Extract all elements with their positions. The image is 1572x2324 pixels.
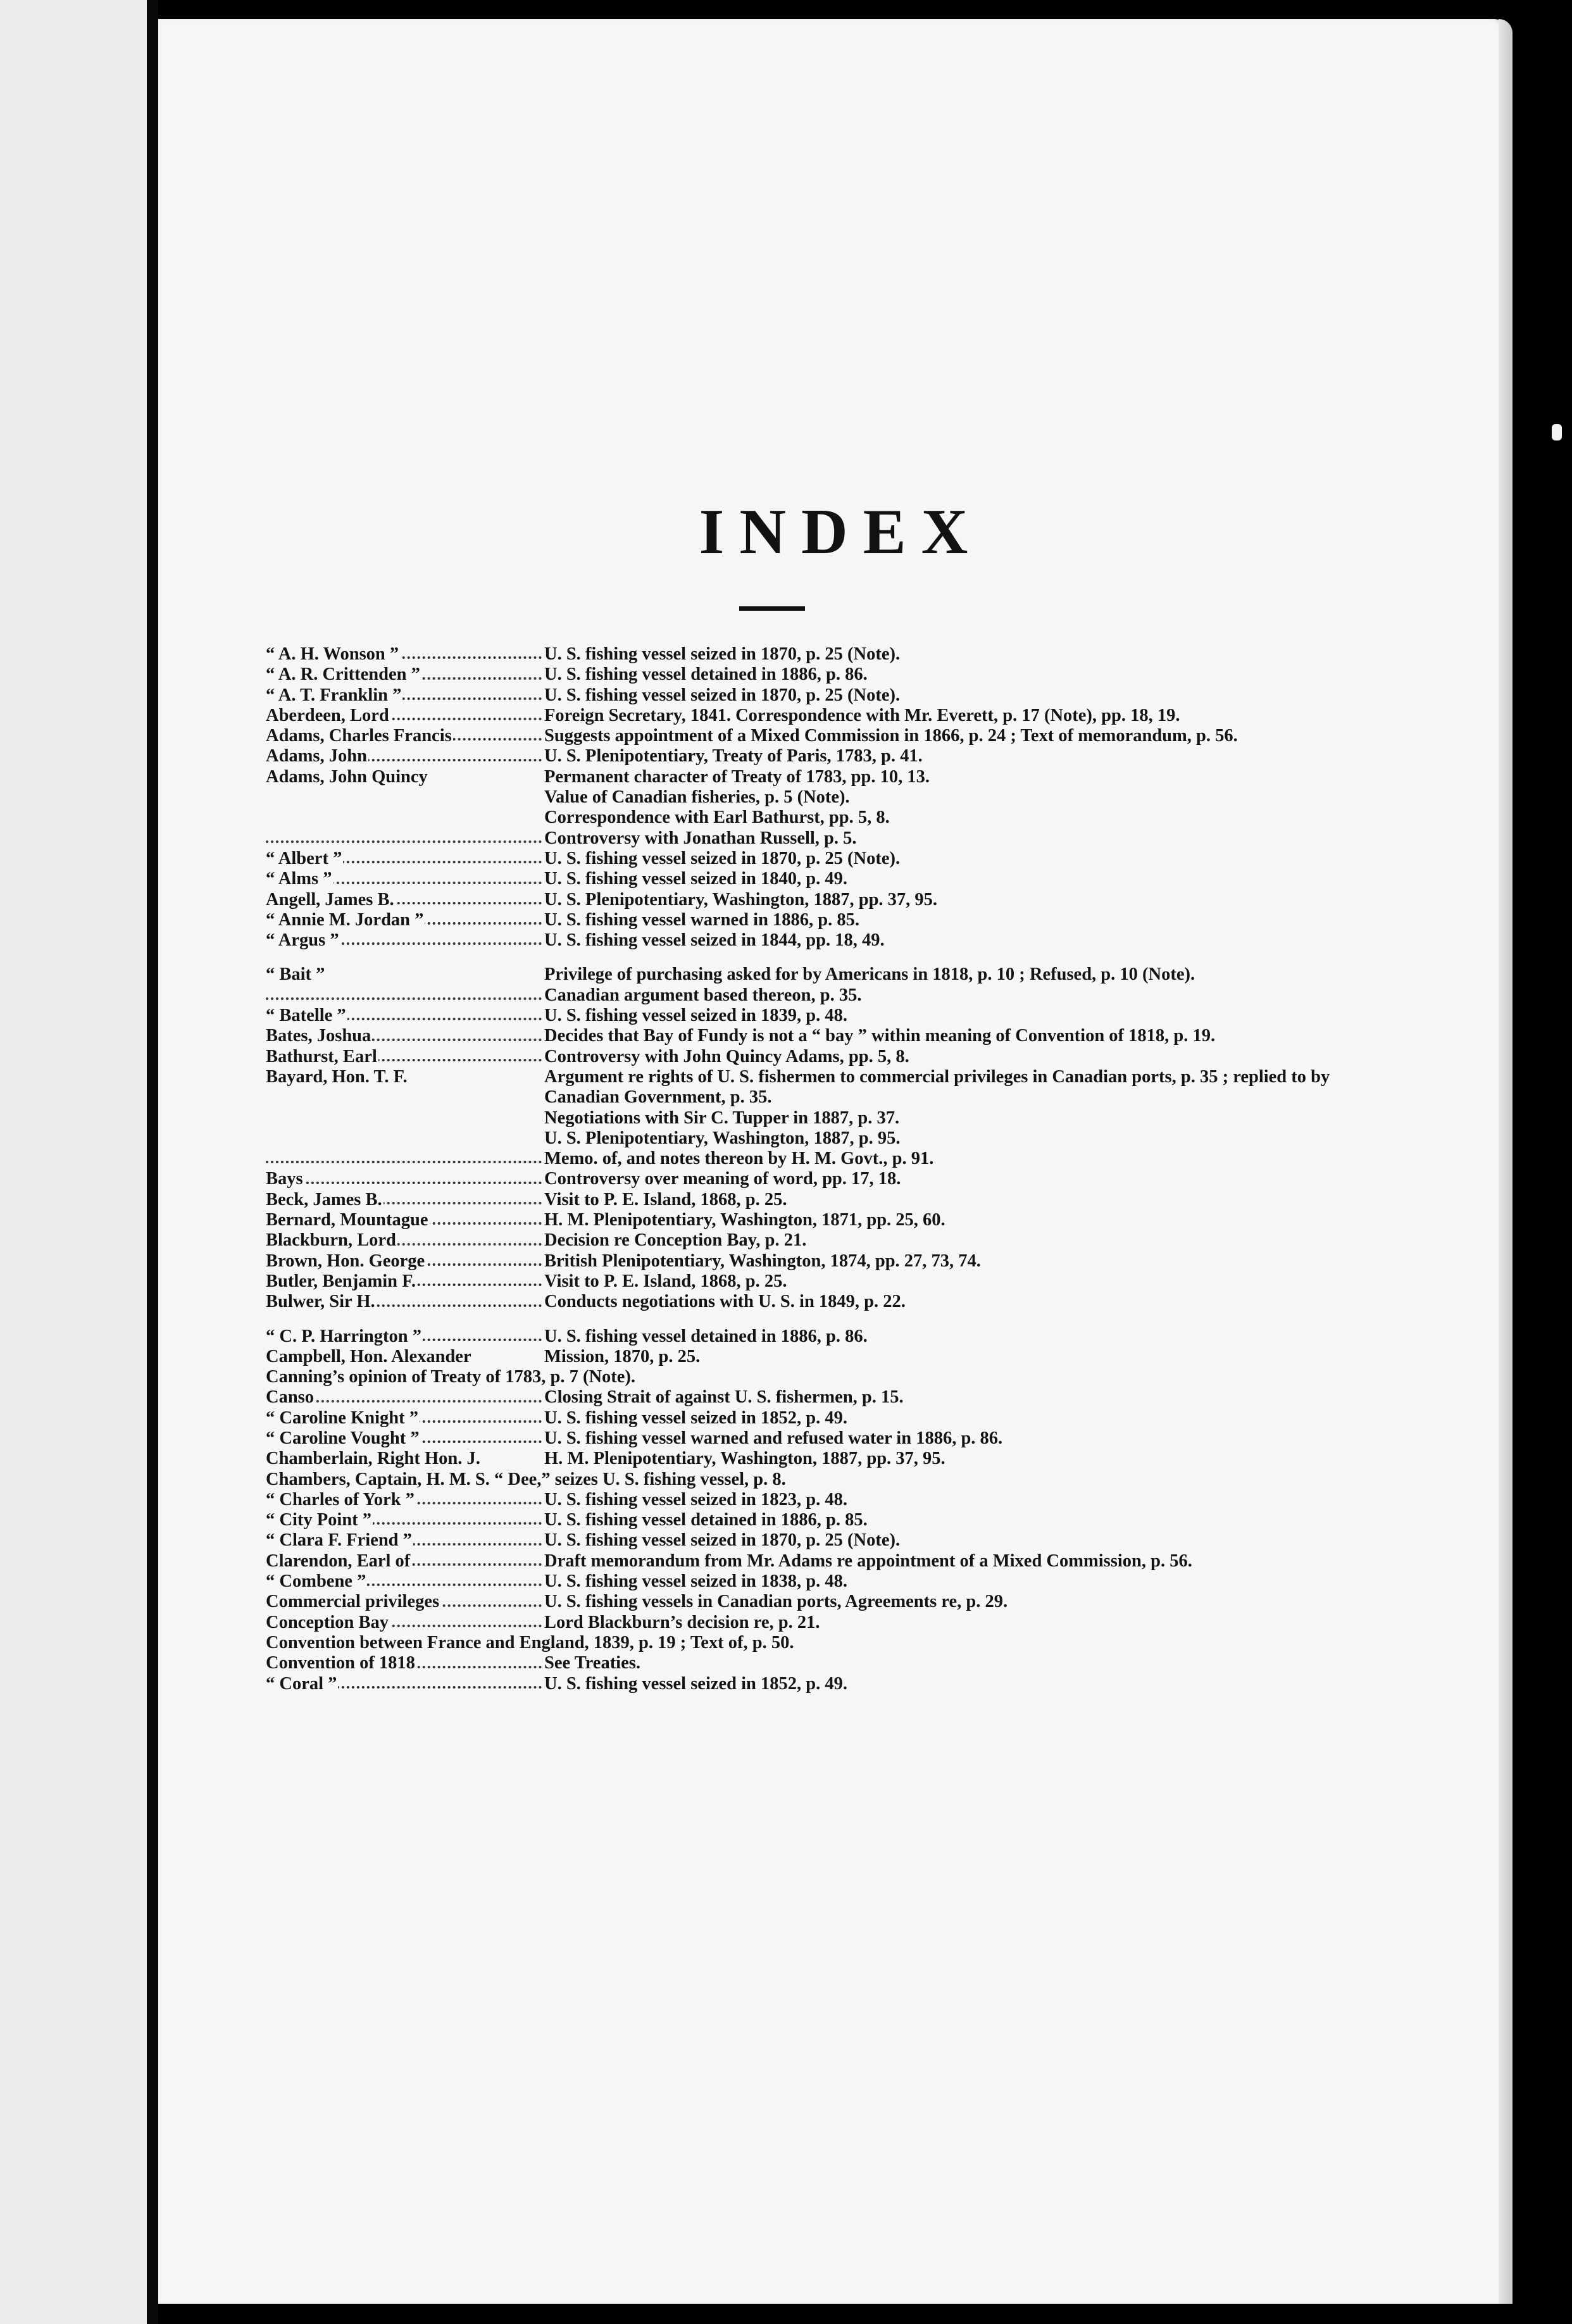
index-term: “ Albert ”	[266, 848, 342, 868]
index-reference: Privilege of purchasing asked for by Americans in 1818, p. 10 ; Refused, p. 10 (Note).	[544, 965, 1195, 985]
index-entry	[266, 1067, 1399, 1169]
index-references	[544, 1490, 1399, 1510]
index-reference: Suggests appointment of a Mixed Commission in 1866, p. 24 ; Text of memorandum, p. 56.	[544, 726, 1238, 746]
index-references	[544, 1047, 1399, 1067]
index-entry	[266, 767, 1399, 849]
index-reference: Draft memorandum from Mr. Adams re appointment of a Mixed Commission, p. 56.	[544, 1551, 1192, 1571]
index-entry	[266, 644, 1399, 665]
index-entry	[266, 706, 1399, 726]
index-references	[544, 1408, 1399, 1428]
index-heading	[266, 1251, 544, 1271]
index-heading	[266, 1449, 544, 1469]
index-entry	[266, 1047, 1399, 1067]
index-references	[544, 1169, 1399, 1189]
index-reference: U. S. fishing vessel seized in 1852, p. 49.	[544, 1673, 848, 1694]
index-reference: Visit to P. E. Island, 1868, p. 25.	[544, 1271, 787, 1291]
index-term: “ Alms ”	[266, 869, 332, 889]
index-reference: See Treaties.	[544, 1653, 640, 1673]
index-term: “ Combene ”	[266, 1571, 366, 1592]
index-references	[544, 1571, 1399, 1592]
index-reference: U. S. fishing vessel seized in 1839, p. 48.	[544, 1006, 848, 1026]
index-references	[544, 1347, 1399, 1367]
index-entry	[266, 1327, 1399, 1347]
index-reference: Controversy with Jonathan Russell, p. 5.	[544, 828, 857, 848]
index-heading	[266, 1551, 544, 1571]
index-reference: U. S. fishing vessel warned and refused water in 1886, p. 86.	[544, 1428, 1003, 1448]
index-entry	[266, 1251, 1399, 1271]
index-reference: Canadian argument based thereon, p. 35.	[544, 985, 862, 1005]
index-reference: U. S. fishing vessels in Canadian ports, Agreements re, p. 29.	[544, 1592, 1008, 1612]
index-references	[544, 890, 1399, 910]
index-heading	[266, 849, 544, 869]
index-entry	[266, 1449, 1399, 1469]
index-entry	[266, 1490, 1399, 1510]
index-reference: Value of Canadian fisheries, p. 5 (Note).	[544, 787, 850, 808]
index-references	[544, 1428, 1399, 1449]
index-term: “ Annie M. Jordan ”	[266, 909, 424, 930]
index-term: Beck, James B.	[266, 1189, 382, 1209]
index-term: Canso	[266, 1387, 315, 1408]
index-reference: British Plenipotentiary, Washington, 1874, pp. 27, 73, 74.	[544, 1251, 981, 1271]
index-term: “ C. P. Harrington ”	[266, 1326, 421, 1346]
index-entry	[266, 726, 1399, 746]
index-entry	[266, 890, 1399, 910]
index-term: Conception Bay	[266, 1612, 389, 1632]
index-reference: U. S. fishing vessel seized in 1870, p. 25 (Note).	[544, 644, 901, 664]
index-entry	[266, 1530, 1399, 1551]
index-heading	[266, 1327, 544, 1347]
index-heading	[266, 1408, 544, 1428]
index-heading	[266, 1006, 544, 1026]
index-term: “ Argus ”	[266, 930, 339, 951]
index-references	[544, 910, 1399, 930]
index-term: Brown, Hon. George	[266, 1251, 425, 1271]
index-heading	[266, 910, 544, 930]
index-reference: U. S. Plenipotentiary, Washington, 1887, pp. 37, 95.	[544, 889, 938, 909]
index-term: Angell, James B.	[266, 889, 394, 909]
index-references	[544, 1292, 1399, 1312]
index-entry	[266, 1190, 1399, 1210]
index-heading	[266, 1613, 544, 1633]
index-entry	[266, 665, 1399, 685]
index-entry	[266, 869, 1399, 889]
previous-page-edge	[0, 0, 147, 2324]
index-term: Blackburn, Lord	[266, 1230, 396, 1251]
index-term: Bayard, Hon. T. F.	[266, 1066, 408, 1087]
index-entry	[266, 1271, 1399, 1292]
index-entry: Convention between France and England, 1839, p. 19 ; Text of, p. 50.	[266, 1632, 794, 1652]
index-term: Bernard, Mountague	[266, 1210, 428, 1230]
index-heading	[266, 1510, 544, 1530]
index-reference: H. M. Plenipotentiary, Washington, 1871, pp. 25, 60.	[544, 1210, 945, 1230]
index-heading	[266, 890, 544, 910]
index-reference: Controversy over meaning of word, pp. 17, 18.	[544, 1169, 901, 1189]
index-term: “ A. H. Wonson ”	[266, 644, 399, 664]
index-entry	[266, 1387, 1399, 1408]
index-reference: U. S. fishing vessel detained in 1886, p. 86.	[544, 665, 868, 685]
index-references	[544, 1653, 1399, 1673]
index-term: Adams, Charles Francis	[266, 726, 452, 746]
index-reference: U. S. fishing vessel seized in 1844, pp. 18, 49.	[544, 930, 885, 951]
index-references	[544, 930, 1399, 951]
index-term: “ Caroline Vought ”	[266, 1428, 420, 1448]
index-references	[544, 1271, 1399, 1292]
index-entry	[266, 1428, 1399, 1449]
index-reference: U. S. fishing vessel seized in 1870, p. 25 (Note).	[544, 848, 901, 868]
page-edge-shadow	[1499, 19, 1513, 2304]
index-references	[544, 726, 1399, 746]
index-reference: U. S. fishing vessel detained in 1886, p. 85.	[544, 1510, 868, 1530]
index-heading	[266, 965, 544, 1006]
index-heading	[266, 706, 544, 726]
index-references	[544, 1026, 1399, 1046]
index-reference: Correspondence with Earl Bathurst, pp. 5, 8.	[544, 808, 890, 828]
index-term: Bays	[266, 1169, 303, 1189]
index-heading	[266, 1292, 544, 1312]
index-term: “ Caroline Knight ”	[266, 1408, 418, 1428]
index-heading	[266, 1490, 544, 1510]
index-reference: Argument re rights of U. S. fishermen to commercial privileges in Canadian ports, p. 35 ; replied to by Canadian Government, p. 35.	[544, 1066, 1330, 1108]
index-heading	[266, 746, 544, 766]
page-gutter	[147, 0, 158, 2324]
index-references	[544, 706, 1399, 726]
index-reference: U. S. fishing vessel seized in 1870, p. 25 (Note).	[544, 685, 901, 705]
index-entry	[266, 930, 1399, 951]
index-references	[544, 849, 1399, 869]
index-term: Bathurst, Earl	[266, 1046, 377, 1066]
index-term: “ A. T. Franklin ”	[266, 685, 402, 705]
index-reference: Decision re Conception Bay, p. 21.	[544, 1230, 807, 1251]
index-references	[544, 1327, 1399, 1347]
index-references	[544, 1674, 1399, 1694]
index-term: Commercial privileges	[266, 1592, 440, 1612]
index-term: Bulwer, Sir H.	[266, 1292, 375, 1312]
index-entry	[266, 910, 1399, 930]
page-title: INDEX	[699, 496, 983, 568]
index-reference: Decides that Bay of Fundy is not a “ bay ” within meaning of Convention of 1818, p. 19.	[544, 1026, 1216, 1046]
index-reference: Controversy with John Quincy Adams, pp. 5, 8.	[544, 1046, 909, 1066]
index-entry	[266, 1510, 1399, 1530]
index-reference: U. S. fishing vessel seized in 1840, p. 49.	[544, 869, 848, 889]
index-reference: H. M. Plenipotentiary, Washington, 1887, pp. 37, 95.	[544, 1449, 945, 1469]
scan-artifact	[1552, 424, 1562, 440]
index-term: “ Clara F. Friend ”	[266, 1530, 412, 1551]
index-entry: Canning’s opinion of Treaty of 1783, p. 7 (Note).	[266, 1367, 636, 1387]
index-term: “ Batelle ”	[266, 1006, 346, 1026]
index-term: Bates, Joshua	[266, 1026, 371, 1046]
index-entry	[266, 1292, 1399, 1312]
index-entry	[266, 1026, 1399, 1046]
index-reference: U. S. fishing vessel seized in 1823, p. 48.	[544, 1489, 848, 1509]
index-term: Campbell, Hon. Alexander	[266, 1346, 471, 1366]
index-entry	[266, 965, 1399, 1006]
index-entry	[266, 746, 1399, 766]
index-references	[544, 1210, 1399, 1230]
index-entry	[266, 1674, 1399, 1694]
index-heading	[266, 869, 544, 889]
index-page	[158, 19, 1513, 2304]
index-reference: U. S. fishing vessel seized in 1870, p. 25 (Note).	[544, 1530, 901, 1551]
index-entry	[266, 1230, 1399, 1251]
index-references	[544, 1510, 1399, 1530]
index-entry	[266, 849, 1399, 869]
index-heading	[266, 1210, 544, 1230]
index-heading	[266, 1592, 544, 1612]
index-references	[544, 1230, 1399, 1251]
index-term: Adams, John Quincy	[266, 766, 428, 787]
index-references	[544, 1251, 1399, 1271]
index-heading	[266, 1571, 544, 1592]
index-heading	[266, 930, 544, 951]
index-references	[544, 1592, 1399, 1612]
index-references	[544, 767, 1399, 849]
index-heading	[266, 1428, 544, 1449]
index-entry: Chambers, Captain, H. M. S. “ Dee,” seizes U. S. fishing vessel, p. 8.	[266, 1469, 786, 1489]
index-references	[544, 1006, 1399, 1026]
index-heading	[266, 767, 544, 849]
index-entry	[266, 1006, 1399, 1026]
index-references	[544, 1551, 1399, 1571]
index-term: “ A. R. Crittenden ”	[266, 665, 420, 685]
index-heading	[266, 1067, 544, 1169]
index-entry	[266, 1210, 1399, 1230]
index-reference: Memo. of, and notes thereon by H. M. Govt., p. 91.	[544, 1149, 934, 1169]
index-entry	[266, 1347, 1399, 1367]
index-reference: Visit to P. E. Island, 1868, p. 25.	[544, 1189, 787, 1209]
index-references	[544, 665, 1399, 685]
index-heading	[266, 1271, 544, 1292]
index-term: “ Coral ”	[266, 1673, 337, 1694]
index-term: “ Bait ”	[266, 965, 325, 985]
index-references	[544, 746, 1399, 766]
index-term: Chamberlain, Right Hon. J.	[266, 1449, 480, 1469]
index-entry	[266, 1613, 1399, 1633]
index-heading	[266, 685, 544, 706]
index-reference: Negotiations with Sir C. Tupper in 1887, p. 37.	[544, 1108, 900, 1128]
index-reference: U. S. fishing vessel seized in 1852, p. 49.	[544, 1408, 848, 1428]
index-entry	[266, 1551, 1399, 1571]
index-term: Adams, John	[266, 746, 367, 766]
index-heading	[266, 1026, 544, 1046]
index-heading	[266, 1347, 544, 1367]
index-heading	[266, 1190, 544, 1210]
dot-leader	[266, 1161, 542, 1163]
dot-leader	[266, 840, 542, 843]
index-reference: U. S. fishing vessel detained in 1886, p. 86.	[544, 1326, 868, 1346]
index-term: “ Charles of York ”	[266, 1489, 415, 1509]
index-term: Butler, Benjamin F.	[266, 1271, 416, 1291]
index-references	[544, 644, 1399, 665]
index-term: Aberdeen, Lord	[266, 705, 389, 725]
index-references	[544, 1190, 1399, 1210]
index-entry	[266, 1653, 1399, 1673]
index-entry	[266, 1592, 1399, 1612]
index-heading	[266, 1530, 544, 1551]
index-term: Clarendon, Earl of	[266, 1551, 411, 1571]
index-references	[544, 1387, 1399, 1408]
index-references	[544, 1613, 1399, 1633]
index-term: Convention of 1818	[266, 1653, 415, 1673]
index-term: “ City Point ”	[266, 1510, 372, 1530]
title-rule	[739, 606, 805, 611]
index-entry	[266, 685, 1399, 706]
index-reference: U. S. Plenipotentiary, Washington, 1887, p. 95.	[544, 1128, 901, 1148]
index-reference: Lord Blackburn’s decision re, p. 21.	[544, 1612, 820, 1632]
index-entry	[266, 1571, 1399, 1592]
index-reference: Foreign Secretary, 1841. Correspondence with Mr. Everett, p. 17 (Note), pp. 18, 19.	[544, 705, 1180, 725]
index-reference: U. S. fishing vessel seized in 1838, p. 48.	[544, 1571, 848, 1592]
index-reference: U. S. Plenipotentiary, Treaty of Paris, 1783, p. 41.	[544, 746, 923, 766]
index-heading	[266, 1674, 544, 1694]
index-heading	[266, 1169, 544, 1189]
index-references	[544, 1067, 1399, 1169]
index-reference: Closing Strait of against U. S. fishermen, p. 15.	[544, 1387, 904, 1408]
dot-leader	[266, 1182, 542, 1184]
index-heading	[266, 1230, 544, 1251]
index-entry	[266, 1408, 1399, 1428]
index-reference: Conducts negotiations with U. S. in 1849, p. 22.	[544, 1292, 906, 1312]
index-references	[544, 1449, 1399, 1469]
index-heading	[266, 1653, 544, 1673]
index-heading	[266, 665, 544, 685]
index-heading	[266, 1047, 544, 1067]
index-references	[544, 685, 1399, 706]
index-reference: Permanent character of Treaty of 1783, pp. 10, 13.	[544, 766, 930, 787]
index-reference: Mission, 1870, p. 25.	[544, 1346, 701, 1366]
dot-leader	[266, 997, 542, 1000]
index-list	[266, 644, 1399, 1694]
index-heading	[266, 644, 544, 665]
index-reference: U. S. fishing vessel warned in 1886, p. 85.	[544, 909, 860, 930]
index-entry	[266, 1169, 1399, 1189]
index-heading	[266, 726, 544, 746]
index-references	[544, 869, 1399, 889]
index-heading	[266, 1387, 544, 1408]
index-references	[544, 965, 1399, 1006]
index-references	[544, 1530, 1399, 1551]
